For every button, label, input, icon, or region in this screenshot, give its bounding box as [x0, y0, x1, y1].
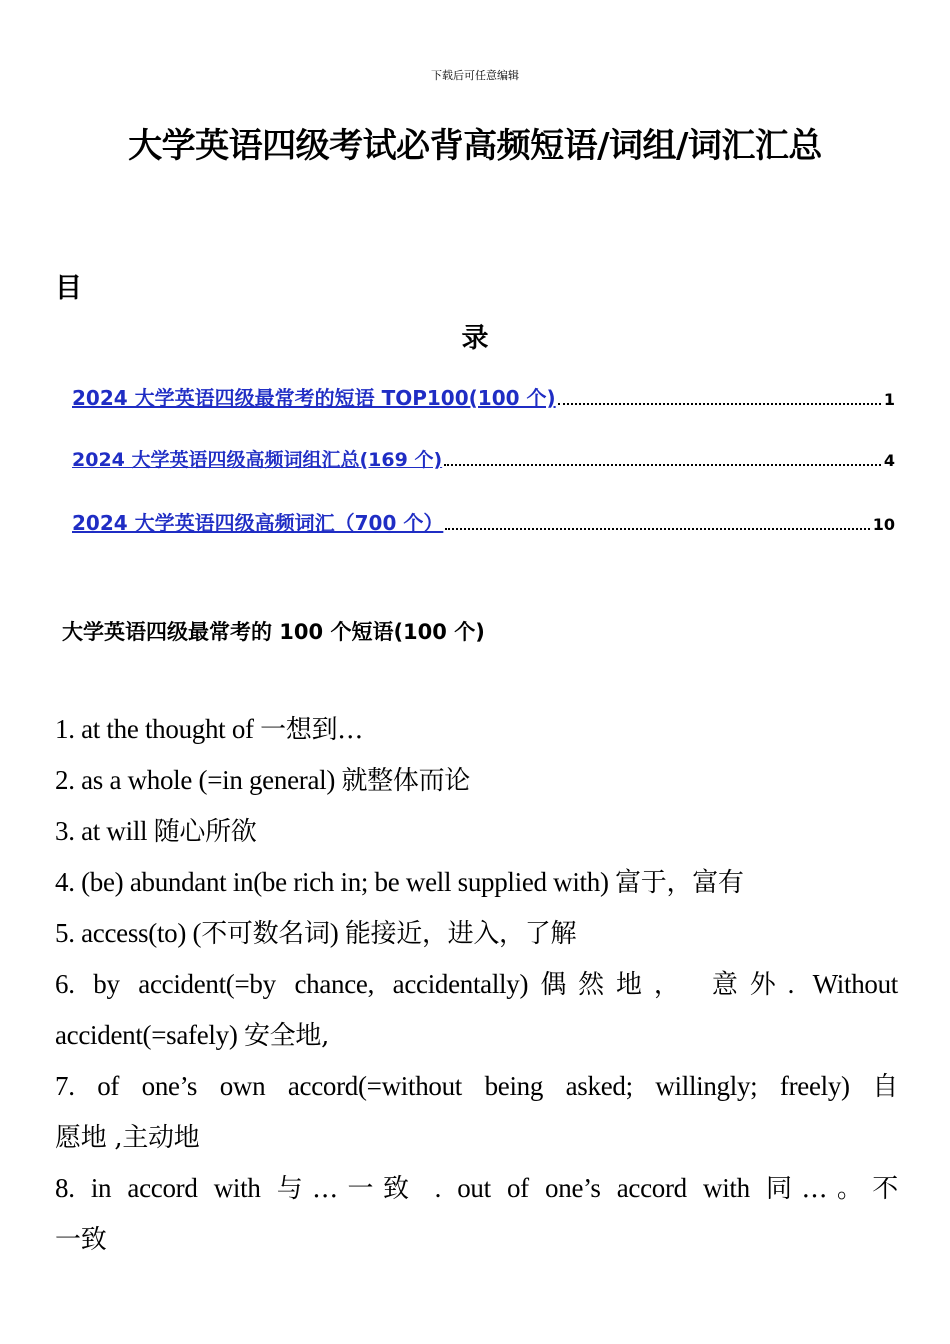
- header-note: 下载后可任意编辑: [431, 69, 519, 82]
- phrase-english: accident(=safely): [55, 1020, 244, 1050]
- section-heading: 大学英语四级最常考的 100 个短语(100 个): [62, 620, 485, 644]
- phrase-chinese: 随心所欲: [153, 817, 257, 847]
- phrase-item: [55, 908, 898, 959]
- phrase-item-continuation: [55, 1010, 898, 1061]
- toc-heading-part2: 录: [461, 323, 489, 354]
- toc-entry[interactable]: [72, 382, 895, 411]
- phrase-item: [55, 806, 898, 857]
- toc-heading-part1: 目: [55, 273, 82, 304]
- phrase-chinese: 富于，富有: [615, 868, 744, 898]
- phrase-chinese: 同…。不: [766, 1174, 898, 1204]
- phrase-chinese: 能接近，进入，了解: [344, 919, 577, 949]
- phrase-english: 6. by accident(=by chance, accidentally): [55, 969, 529, 999]
- phrase-list: [55, 704, 898, 1265]
- phrase-item: [55, 704, 898, 755]
- phrase-item: [55, 755, 898, 806]
- toc-link[interactable]: 2024 大学英语四级高频词组汇总(169 个): [72, 449, 443, 471]
- phrase-chinese: 不可数名词: [201, 919, 330, 949]
- phrase-item: [55, 1061, 898, 1112]
- dot-leader: [444, 464, 881, 466]
- phrase-english: 3. at will: [55, 816, 154, 846]
- toc-entry[interactable]: [72, 507, 895, 536]
- toc-link[interactable]: 2024 大学英语四级高频词汇（700 个）: [72, 511, 444, 535]
- phrase-item-continuation: [55, 1112, 898, 1163]
- toc-page-number: 1: [883, 390, 895, 409]
- phrase-english: 5. access(to) (: [55, 918, 202, 948]
- toc-page-number: 4: [883, 451, 895, 470]
- dot-leader: [445, 528, 869, 530]
- phrase-chinese: 就整体而论: [341, 766, 470, 796]
- phrase-english: ): [329, 918, 345, 948]
- document-title: 大学英语四级考试必背高频短语/词组/词汇汇总: [128, 126, 822, 166]
- phrase-chinese: 偶然地， 意外: [528, 970, 788, 1000]
- phrase-item: [55, 1163, 898, 1214]
- phrase-english: 8. in accord with: [55, 1173, 277, 1203]
- phrase-chinese: 愿地 ,主动地: [55, 1123, 200, 1153]
- phrase-chinese: 安全地,: [243, 1021, 330, 1051]
- phrase-english: 1. at the thought of: [55, 714, 261, 744]
- toc-link[interactable]: 2024 大学英语四级最常考的短语 TOP100(100 个): [72, 386, 556, 410]
- phrase-item-continuation: [55, 1214, 898, 1265]
- phrase-chinese: 一想到…: [260, 715, 363, 745]
- phrase-chinese: 与…一致: [276, 1174, 419, 1204]
- dot-leader: [558, 403, 881, 405]
- phrase-english: 4. (be) abundant in(be rich in; be well supplied with): [55, 867, 616, 897]
- phrase-item: [55, 959, 898, 1010]
- phrase-english: . out of one’s accord with: [418, 1173, 767, 1203]
- phrase-chinese: 自: [872, 1072, 898, 1102]
- phrase-chinese: 一致: [55, 1225, 107, 1255]
- toc-entry[interactable]: [72, 445, 895, 472]
- toc-page-number: 10: [872, 515, 895, 534]
- phrase-english: . Without: [787, 969, 898, 999]
- phrase-item: [55, 857, 898, 908]
- phrase-english: 2. as a whole (=in general): [55, 765, 342, 795]
- phrase-english: 7. of one’s own accord(=without being asked; willingly; freely): [55, 1071, 873, 1101]
